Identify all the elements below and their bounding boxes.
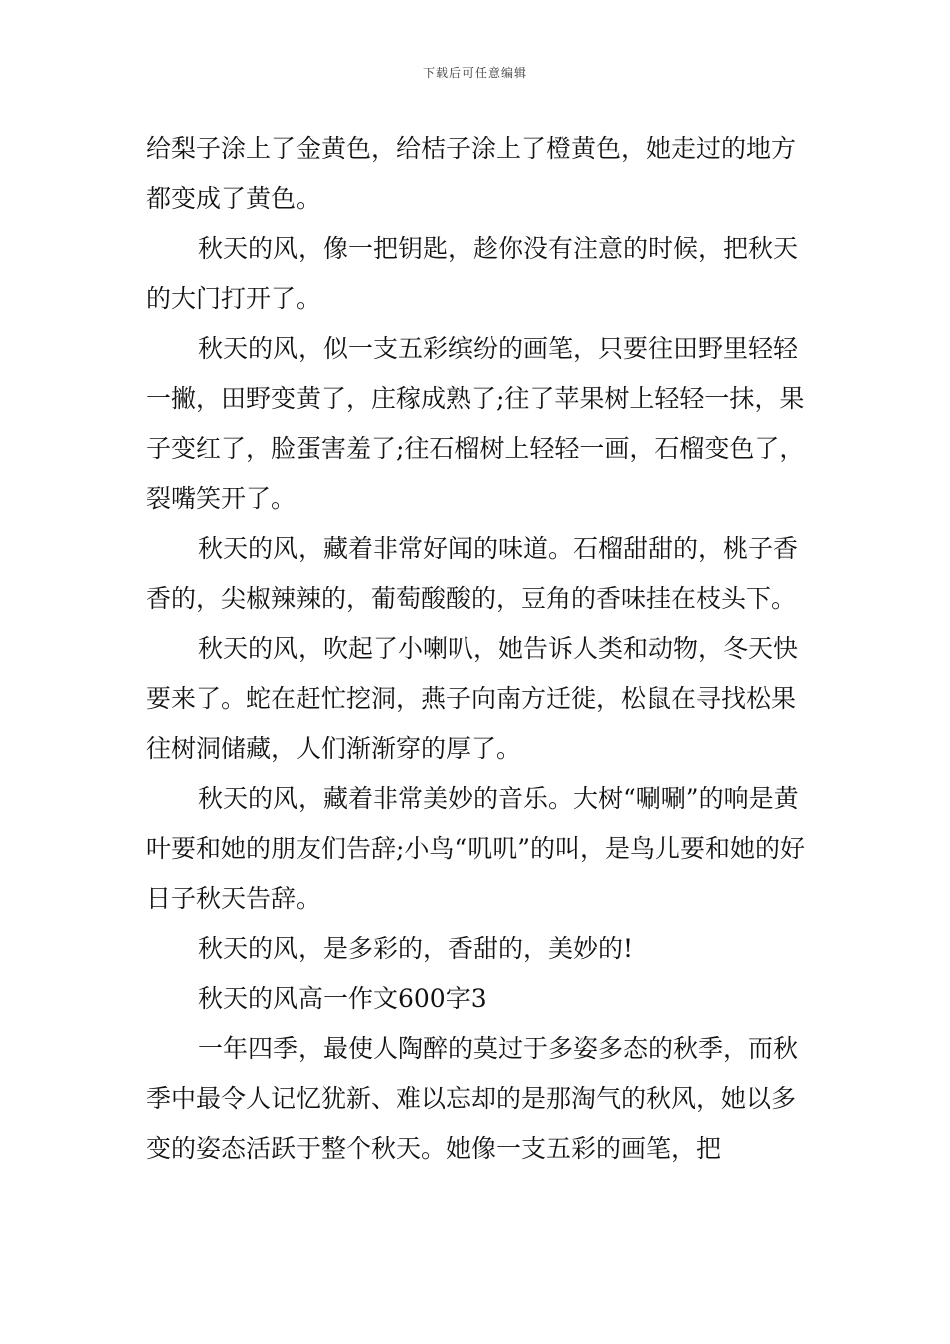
section-heading: 秋天的风高一作文600字3 bbox=[198, 984, 487, 1013]
page-header: 下载后可任意编辑 bbox=[422, 66, 527, 80]
paragraph: 给梨子涂上了金黄色，给桔子涂上了橙黄色，她走过的地方都变成了黄色。 bbox=[146, 134, 797, 213]
paragraph: 秋天的风，吹起了小喇叭，她告诉人类和动物，冬天快要来了。蛇在赶忙挖洞，燕子向南方迁徙，松鼠在寻找松果往树洞储藏，人们渐渐穿的厚了。 bbox=[146, 634, 799, 763]
paragraph: 秋天的风，藏着非常美妙的音乐。大树“唰唰”的响是黄叶要和她的朋友们告辞;小鸟“叽叽”的叫，是鸟儿要和她的好日子秋天告辞。 bbox=[146, 784, 805, 913]
paragraph: 秋天的风，像一把钥匙，趁你没有注意的时候，把秋天的大门打开了。 bbox=[146, 234, 799, 313]
article-body bbox=[146, 124, 812, 1174]
paragraph: 秋天的风，是多彩的，香甜的，美妙的! bbox=[198, 934, 634, 963]
paragraph: 秋天的风，似一支五彩缤纷的画笔，只要往田野里轻轻一撇，田野变黄了，庄稼成熟了;往了苹果树上轻轻一抹，果子变红了，脸蛋害羞了;往石榴树上轻轻一画，石榴变色了，裂嘴笑开了。 bbox=[146, 334, 805, 513]
paragraph: 一年四季，最使人陶醉的莫过于多姿多态的秋季，而秋季中最令人记忆犹新、难以忘却的是那淘气的秋风，她以多变的姿态活跃于整个秋天。她像一支五彩的画笔，把 bbox=[146, 1034, 799, 1163]
paragraph: 秋天的风，藏着非常好闻的味道。石榴甜甜的，桃子香香的，尖椒辣辣的，葡萄酸酸的，豆角的香味挂在枝头下。 bbox=[146, 534, 799, 613]
